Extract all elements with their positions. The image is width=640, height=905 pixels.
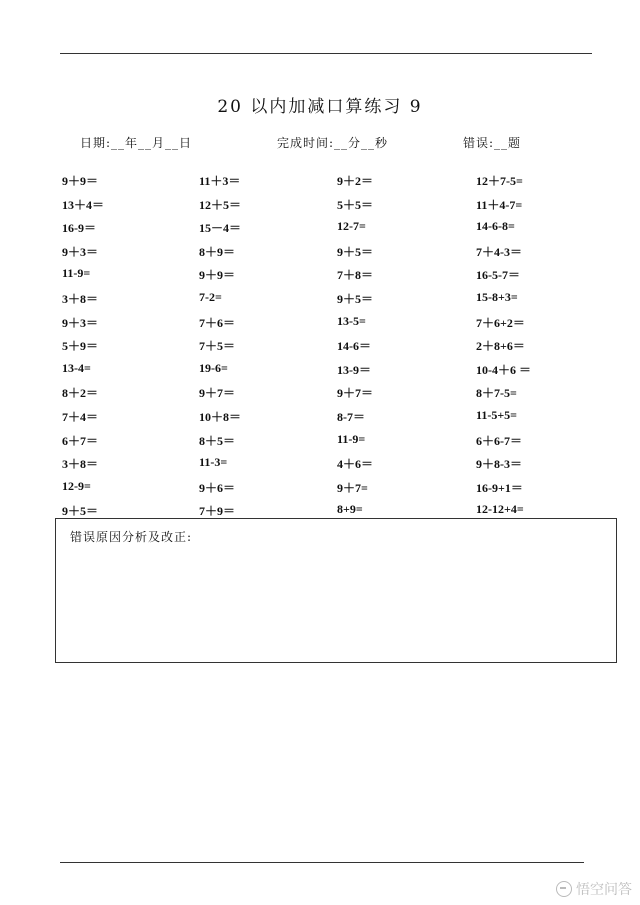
exercise-item: 7＋6+2＝: [476, 315, 525, 330]
exercise-item: 9＋5＝: [337, 292, 374, 306]
exercise-item: 7-2=: [199, 290, 222, 304]
exercise-item: 11＋4-7=: [476, 197, 523, 212]
exercise-item: 4＋6＝: [337, 457, 374, 472]
exercise-item: 8＋5＝: [199, 433, 236, 448]
chat-bubble-icon: [556, 881, 572, 897]
exercise-item: 7＋9＝: [199, 504, 236, 519]
exercise-item: 2＋8+6＝: [476, 339, 525, 354]
exercise-item: 16-9＝: [62, 221, 96, 236]
watermark: [556, 879, 632, 899]
exercise-item: 8+9=: [337, 502, 363, 517]
exercise-item: 7＋5＝: [199, 339, 236, 354]
exercise-item: 13＋4＝: [62, 197, 105, 212]
exercise-item: 5＋9＝: [62, 339, 99, 354]
exercise-item: 11-9=: [337, 431, 366, 446]
exercise-item: 11-5+5=: [476, 408, 518, 422]
completion-time-field: 完成时间:__分__秒: [277, 136, 389, 150]
exercise-item: 6＋7＝: [62, 433, 99, 448]
exercise-item: 7＋4-3＝: [476, 244, 522, 259]
exercise-item: 10-4＋6 ＝: [476, 362, 531, 377]
exercise-item: 9＋5＝: [62, 504, 99, 519]
exercise-item: 9＋7=: [337, 480, 368, 495]
error-analysis-label: 错误原因分析及改正:: [70, 530, 193, 544]
date-field: 日期:__年__月__日: [80, 136, 193, 150]
exercise-item: 8＋2＝: [62, 386, 99, 401]
watermark-text: 悟空问答: [576, 882, 632, 898]
error-count-field: 错误:__题: [463, 136, 522, 150]
exercise-item: 7＋8＝: [337, 268, 374, 283]
exercise-item: 3＋8＝: [62, 292, 99, 306]
error-analysis-box[interactable]: [55, 518, 617, 663]
exercise-item: 9＋9＝: [62, 174, 99, 188]
exercise-item: 7＋4＝: [62, 410, 99, 424]
exercise-item: 9＋6＝: [199, 480, 236, 495]
exercise-item: 9＋8-3＝: [476, 457, 522, 472]
exercise-item: 8＋7-5=: [476, 386, 517, 401]
exercise-item: 12＋7-5=: [476, 174, 523, 188]
exercise-item: 9＋7＝: [337, 386, 374, 401]
exercise-item: 9＋5＝: [337, 244, 374, 259]
exercise-item: 19-6=: [199, 360, 228, 375]
exercise-item: 5＋5＝: [337, 197, 374, 212]
exercise-item: 8-7＝: [337, 410, 365, 424]
exercise-item: 16-9+1＝: [476, 480, 523, 495]
exercise-item: 11-3=: [199, 455, 228, 470]
exercise-item: 16-5-7＝: [476, 268, 520, 283]
exercise-item: 10＋8＝: [199, 410, 242, 424]
exercise-item: 13-4=: [62, 360, 91, 375]
exercise-item: 7＋6＝: [199, 315, 236, 330]
exercise-item: 13-9＝: [337, 362, 371, 377]
exercise-item: 14-6＝: [337, 339, 371, 354]
exercise-item: 12-9=: [62, 478, 91, 493]
exercise-item: 12-12+4=: [476, 502, 524, 517]
exercise-item: 12-7=: [337, 219, 366, 234]
exercise-item: 3＋8＝: [62, 457, 99, 472]
exercise-item: 14-6-8=: [476, 219, 515, 234]
exercise-item: 9＋3＝: [62, 244, 99, 259]
exercise-item: 12＋5＝: [199, 197, 242, 212]
exercise-item: 15-8+3=: [476, 290, 518, 304]
bottom-rule: [60, 862, 584, 863]
exercise-item: 6＋6-7＝: [476, 433, 522, 448]
exercise-item: 8＋9＝: [199, 244, 236, 259]
exercise-item: 9＋3＝: [62, 315, 99, 330]
exercise-item: 9＋2＝: [337, 174, 374, 188]
exercise-item: 9＋9＝: [199, 268, 236, 283]
exercise-item: 15－4＝: [199, 221, 242, 236]
exercise-item: 11＋3＝: [199, 174, 241, 188]
page-title: 20 以内加减口算练习 9: [217, 97, 423, 117]
exercise-item: 9＋7＝: [199, 386, 236, 401]
exercise-item: 11-9=: [62, 266, 91, 281]
exercise-item: 13-5=: [337, 313, 366, 328]
